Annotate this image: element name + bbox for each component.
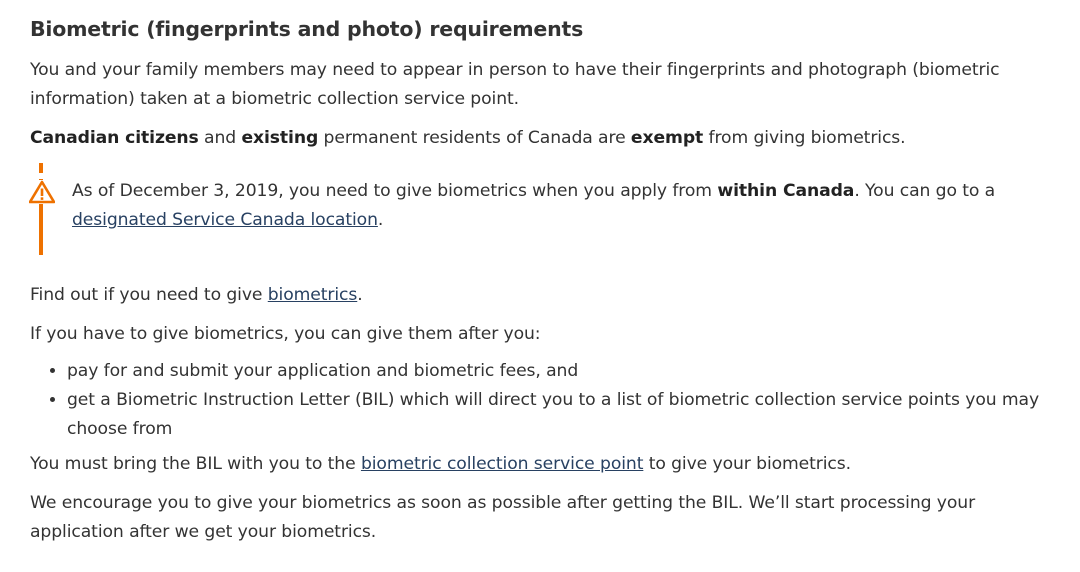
section-heading: Biometric (fingerprints and photo) requirements <box>30 17 584 41</box>
exempt-bold-citizens: Canadian citizens <box>30 128 199 148</box>
exempt-text-3: from giving biometrics. <box>703 128 906 148</box>
main-content <box>30 14 1060 557</box>
list-item: • pay for and submit your application and biometric fees, and <box>67 357 1060 386</box>
alert-text: As of December 3, 2019, you need to give biometrics when you apply from within Canada. You can go to a designated Service Canada location. <box>72 181 996 230</box>
warning-triangle-icon <box>29 180 55 204</box>
exempt-paragraph <box>30 124 1060 153</box>
exempt-text-1: and <box>198 128 242 148</box>
list-item: • get a Biometric Instruction Letter (BIL) which will direct you to a list of biometric collection service points you may choose from <box>67 386 1060 444</box>
warning-alert <box>30 163 1060 255</box>
exempt-bold-existing: existing <box>241 128 319 148</box>
collection-service-point-link[interactable]: biometric collection service point <box>360 454 644 474</box>
list-intro-paragraph: If you have to give biometrics, you can give them after you: <box>30 324 541 344</box>
biometrics-link[interactable]: biometrics <box>267 285 358 305</box>
bring-bil-paragraph: You must bring the BIL with you to the biometric collection service point to give your biometrics. <box>30 454 851 474</box>
exempt-bold-exempt: exempt <box>630 128 704 148</box>
service-canada-location-link[interactable]: designated Service Canada location <box>72 210 378 230</box>
alert-bold-within-canada: within Canada <box>717 181 855 201</box>
exempt-text-2: permanent residents of Canada are <box>318 128 631 148</box>
intro-paragraph: You and your family members may need to appear in person to have their fingerprints and photograph (biometric information) taken at a biometric collection service point. <box>30 60 1000 109</box>
requirements-list <box>30 357 1060 444</box>
encourage-paragraph: We encourage you to give your biometrics as soon as possible after getting the BIL. We’ll start processing your application after we get your biometrics. <box>30 493 976 542</box>
find-out-paragraph: Find out if you need to give biometrics. <box>30 285 363 305</box>
